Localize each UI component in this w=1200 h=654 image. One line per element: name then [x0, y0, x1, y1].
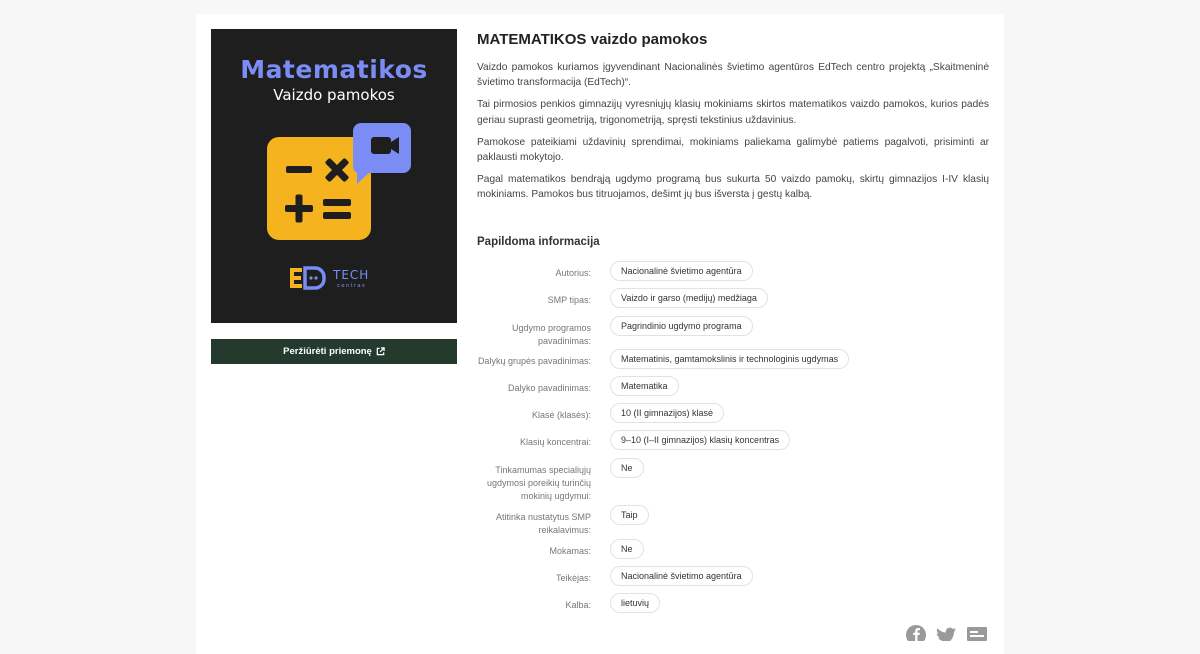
view-resource-button[interactable]	[211, 339, 457, 364]
description-paragraph: Pagal matematikos bendrąją ugdymo programą bus sukurta 50 vaizdo pamokų, skirtų gimnazijos I-IV klasių mokiniams. Pamokos bus titruojamos, dešimt jų bus išversta į gestų kalbą.	[477, 174, 989, 201]
info-value-tag[interactable]: 9–10 (I–II gimnazijos) klasių koncentras	[610, 430, 790, 450]
cover-subtitle: Vaizdo pamokos	[273, 86, 395, 104]
info-value-tag[interactable]: Ne	[610, 458, 644, 478]
info-value-tag[interactable]: Matematika	[610, 376, 679, 396]
cover-image	[211, 29, 457, 323]
twitter-icon[interactable]	[935, 624, 957, 641]
info-label: Mokamas:	[549, 546, 591, 556]
info-label: Klasė (klasės):	[531, 410, 591, 420]
page-title: MATEMATIKOS vaizdo pamokos	[477, 31, 708, 48]
description-paragraph: Tai pirmosios penkios gimnazijų vyresniųjų klasių mokiniams skirtos matematikos vaizdo pamokos, kurios padės geriau suprasti geometriją, trigonometriją, spręsti tekstinius uždavinius.	[477, 99, 989, 126]
info-label: Tinkamumas specialiųjų ugdymosi poreikių turinčių mokinių ugdymui:	[486, 465, 591, 501]
edtech-logo-subtext: centras	[337, 283, 366, 289]
info-value-tag[interactable]: 10 (II gimnazijos) klasė	[610, 403, 724, 423]
info-value-tag[interactable]: Nacionalinė švietimo agentūra	[610, 261, 753, 281]
info-value-tag[interactable]: Nacionalinė švietimo agentūra	[610, 566, 753, 586]
info-label: Ugdymo programos pavadinimas:	[511, 323, 591, 346]
info-value-tag[interactable]: Ne	[610, 539, 644, 559]
info-label: Klasių koncentrai:	[519, 437, 591, 447]
info-value-tag[interactable]: Vaizdo ir garso (medijų) medžiaga	[610, 288, 768, 308]
additional-info-heading: Papildoma informacija	[477, 236, 600, 248]
view-resource-label: Peržiūrėti priemonę	[283, 346, 372, 357]
info-label: Dalykų grupės pavadinimas:	[477, 356, 591, 366]
facebook-icon[interactable]	[905, 624, 927, 641]
edtech-logo	[288, 265, 380, 291]
info-value-tag[interactable]: Taip	[610, 505, 649, 525]
description	[477, 60, 989, 210]
info-label: Atitinka nustatytus SMP reikalavimus:	[495, 512, 591, 535]
info-value-tag[interactable]: Pagrindinio ugdymo programa	[610, 316, 753, 336]
cover-title: Matematikos	[240, 55, 428, 84]
embed-icon[interactable]	[966, 624, 988, 641]
info-label: Teikėjas:	[555, 573, 591, 583]
description-paragraph: Vaizdo pamokos kuriamos įgyvendinant Nacionalinės švietimo agentūros EdTech centro projektą „Skaitmeninė švietimo transformacija (EdTech)“.	[477, 62, 989, 89]
info-value-tag[interactable]: Matematinis, gamtamokslinis ir technologinis ugdymas	[610, 349, 849, 369]
external-link-icon	[376, 347, 385, 356]
info-label: Kalba:	[565, 600, 591, 610]
description-paragraph: Pamokose pateikiami uždavinių sprendimai, mokiniams paliekama galimybė patiems pagalvoti, prisiminti ar paklausti mokytojo.	[477, 136, 989, 164]
edtech-logo-text: TECH	[333, 268, 370, 282]
info-label: Autorius:	[555, 268, 591, 278]
info-value-tag[interactable]: lietuvių	[610, 593, 660, 613]
info-label: SMP tipas:	[547, 295, 591, 305]
info-label: Dalyko pavadinimas:	[507, 383, 591, 393]
